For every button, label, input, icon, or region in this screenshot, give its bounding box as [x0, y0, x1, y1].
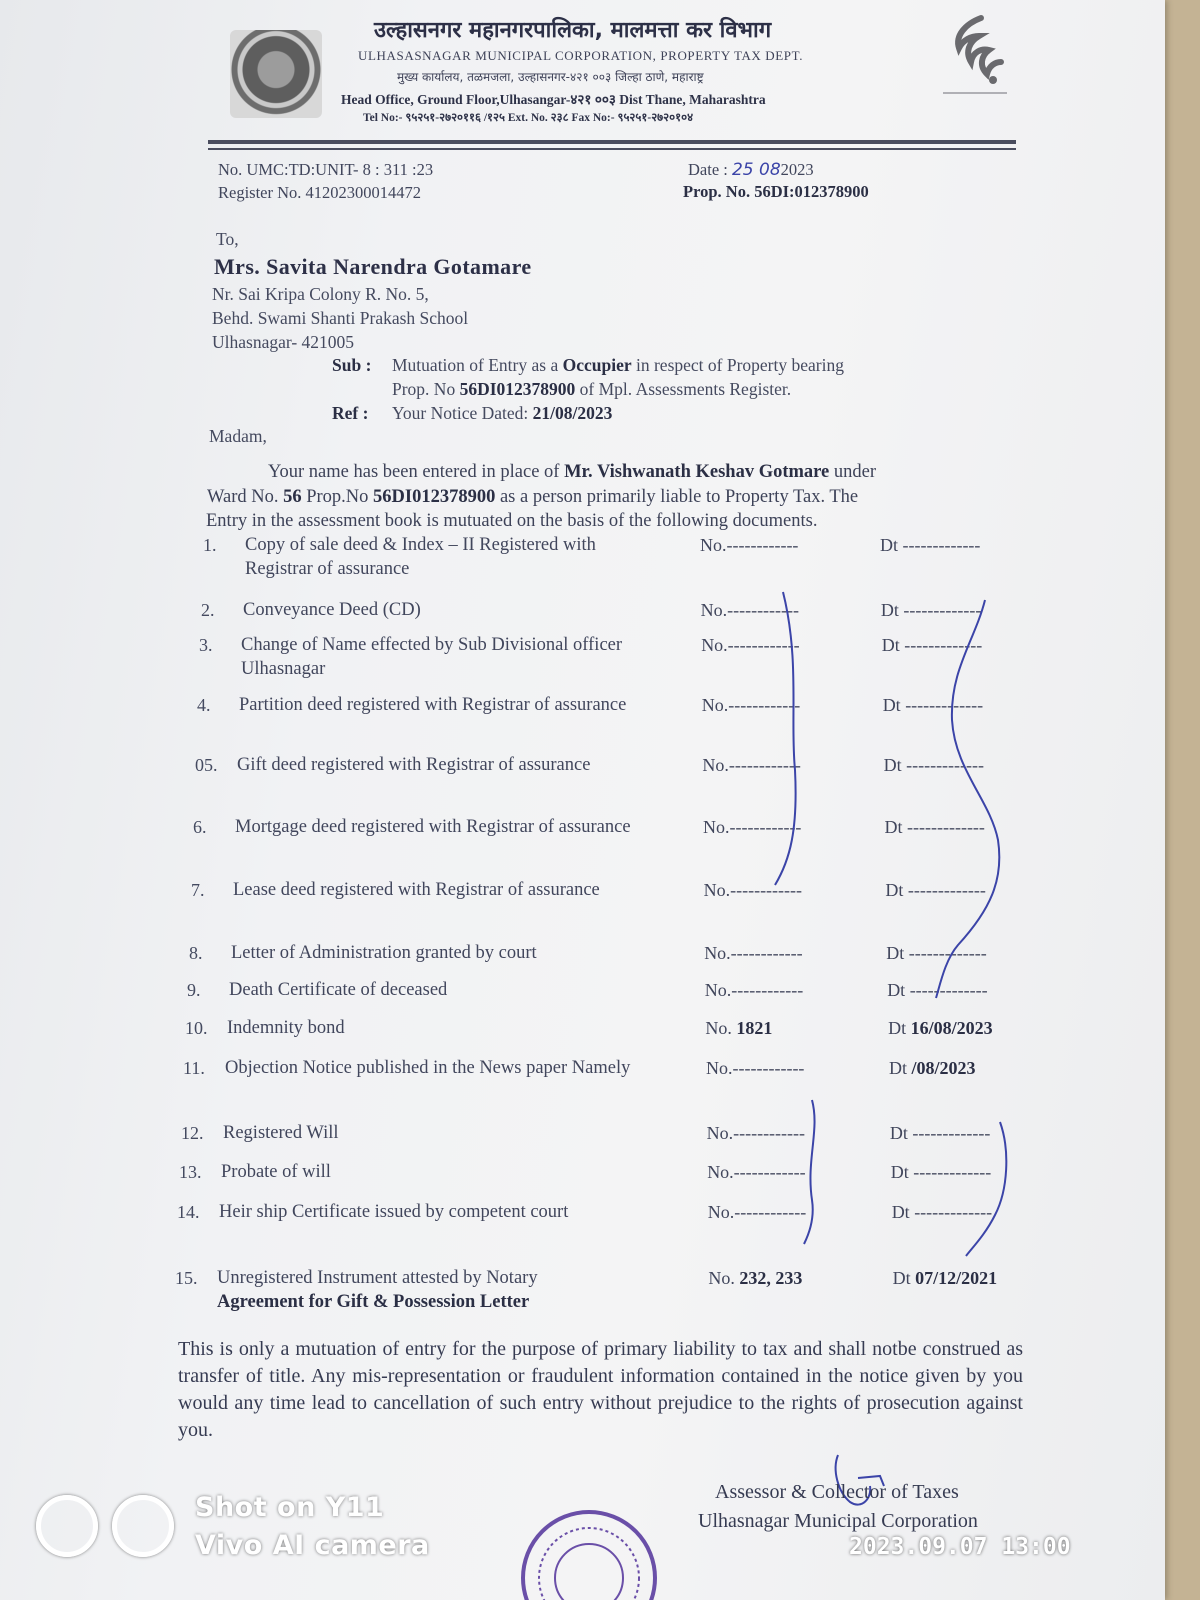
- document-row-number: 12.: [181, 1123, 204, 1143]
- document-row-number-field: No.------------: [707, 1162, 806, 1182]
- address-line-3: Ulhasnagar- 421005: [212, 332, 355, 352]
- document-row-date-field: Dt -------------: [887, 980, 988, 1000]
- header-address-marathi: मुख्य कार्यालय, तळमजला, उल्हासनगर-४२१ ००३ जिल्हा ठाणे, महाराष्ट्र: [397, 70, 704, 84]
- reference-label: Ref :: [332, 403, 369, 423]
- body-line-1: Your name has been entered in place of Mr. Vishwanath Keshav Gotmare under: [268, 462, 877, 482]
- document-row-date-field: Dt -------------: [881, 635, 983, 655]
- document-row-number-field: No.------------: [706, 1123, 806, 1143]
- reference-line: Your Notice Dated: 21/08/2023: [392, 403, 613, 423]
- document-row-number: 10.: [185, 1018, 208, 1038]
- document-row-date-field: Dt -------------: [884, 817, 985, 837]
- document-row-number: 6.: [193, 817, 207, 837]
- document-row-date-field: Dt -------------: [882, 695, 984, 715]
- document-row-number: 2.: [201, 600, 215, 620]
- document-row-number-field: No.------------: [703, 817, 802, 837]
- document-row-number: 15.: [175, 1268, 198, 1288]
- camera-watermark-line-1: Shot on Y11: [195, 1492, 385, 1523]
- document-row-date-field: Dt -------------: [880, 600, 982, 620]
- property-number: Prop. No. 56DI:012378900: [683, 182, 869, 201]
- header-rule: [208, 140, 1016, 144]
- tax-dept-logo-icon: [935, 10, 1015, 100]
- document-row-number: 05.: [195, 755, 218, 775]
- subject-line-1: Mutuation of Entry as a Occupier in respect of Property bearing: [392, 355, 844, 375]
- document-row-label: Objection Notice published in the News paper Namely: [225, 1058, 631, 1078]
- document-row-number-field: No.------------: [700, 600, 800, 620]
- document-row-date-field: Dt 16/08/2023: [888, 1018, 993, 1038]
- header-title-marathi: उल्हासनगर महानगरपालिका, मालमत्ता कर विभाग: [374, 18, 772, 43]
- document-row-number-field: No.------------: [706, 1058, 805, 1078]
- signature-organization: Ulhasnagar Municipal Corporation: [698, 1510, 978, 1532]
- to-label: To,: [216, 229, 239, 249]
- document-row-number-field: No.------------: [703, 880, 803, 900]
- subject-label: Sub :: [332, 355, 372, 375]
- document-row-date-field: Dt -------------: [889, 1123, 991, 1143]
- document-row-number-field: No.------------: [701, 635, 800, 655]
- notice-paragraph: This is only a mutuation of entry for the purpose of primary liability to tax and shall notbe construed as transfer of title. Any mis-representation or fraudulent information contained in the notice given by you would any time lead to cancellation of such entry without prejudice to the rights of prosecution against you.: [178, 1338, 1023, 1441]
- document-row-label: Copy of sale deed & Index – II Registered with Registrar of assurance: [245, 535, 596, 579]
- document-row-date-field: Dt -------------: [883, 755, 985, 775]
- document-row-date-field: Dt -------------: [891, 1202, 993, 1222]
- document-row-number: 9.: [187, 980, 201, 1000]
- document-row-number-field: No.------------: [700, 535, 799, 555]
- municipal-emblem-icon: [230, 30, 322, 118]
- document-row-number-field: No. 232, 233: [708, 1268, 803, 1288]
- subject-line-2: Prop. No 56DI012378900 of Mpl. Assessments Register.: [392, 379, 792, 399]
- date-line: [688, 160, 814, 180]
- document-row-label: Letter of Administration granted by court: [231, 943, 537, 963]
- document-row-label-bold: Agreement for Gift & Possession Letter: [217, 1292, 530, 1312]
- document-row-number-field: No.------------: [707, 1202, 807, 1222]
- document-row-number-field: No. 1821: [705, 1018, 773, 1038]
- document-row-date-field: Dt -------------: [885, 880, 986, 900]
- document-row-date-field: Dt 07/12/2021: [892, 1268, 998, 1288]
- document-row-number: 7.: [191, 880, 205, 900]
- document-row-date-field: Dt /08/2023: [889, 1058, 976, 1078]
- date-label: Date :: [688, 160, 728, 179]
- document-row-number-field: No.------------: [704, 980, 804, 1000]
- salutation: Madam,: [209, 426, 267, 446]
- document-row-label: Indemnity bond: [227, 1018, 345, 1038]
- document-row-label: Registered Will: [223, 1123, 339, 1143]
- date-handwritten: 25 08: [731, 160, 781, 180]
- address-line-2: Behd. Swami Shanti Prakash School: [212, 308, 469, 328]
- date-year: 2023: [780, 160, 814, 179]
- document-row-label: Unregistered Instrument attested by Notary Agreement for Gift & Possession Letter: [217, 1266, 637, 1314]
- document-row-date-field: Dt -------------: [880, 535, 981, 555]
- document-row-number: 4.: [197, 695, 211, 715]
- document-row-number: 13.: [179, 1162, 202, 1182]
- camera-lens-icon: [112, 1495, 174, 1557]
- document-row-label: Probate of will: [221, 1162, 331, 1182]
- recipient-name: Mrs. Savita Narendra Gotamare: [214, 254, 532, 279]
- signature-title: Assessor & Collector of Taxes: [715, 1481, 959, 1503]
- document-row-date-field: Dt -------------: [890, 1162, 992, 1182]
- document-row-number: 3.: [199, 635, 213, 655]
- document-row-label: Gift deed registered with Registrar of assurance: [237, 755, 591, 775]
- register-number: Register No. 41202300014472: [218, 183, 422, 202]
- document-row-number: 11.: [183, 1058, 205, 1078]
- document-row-label: Heir ship Certificate issued by competent court: [219, 1202, 569, 1222]
- document-row-number: 1.: [203, 535, 217, 555]
- document-row-date-field: Dt -------------: [886, 943, 987, 963]
- document-row-label: Death Certificate of deceased: [229, 980, 448, 1000]
- document-row-number-field: No.------------: [704, 943, 803, 963]
- document-row-number: 8.: [189, 943, 203, 963]
- document-row-label: Lease deed registered with Registrar of assurance: [233, 880, 600, 900]
- header-address-english: Head Office, Ground Floor,Ulhasangar-४२१ ००३ Dist Thane, Maharashtra: [341, 92, 766, 107]
- reference-number: No. UMC:TD:UNIT- 8 : 311 :23: [218, 160, 434, 179]
- header-rule-thin: [208, 148, 1016, 150]
- header-title-english: ULHASASNAGAR MUNICIPAL CORPORATION, PROPERTY TAX DEPT.: [358, 48, 804, 63]
- document-row-label: Change of Name effected by Sub Divisional officer Ulhasnagar: [241, 635, 623, 679]
- document-row-label: Conveyance Deed (CD): [243, 600, 421, 620]
- official-stamp-icon: [518, 1500, 660, 1600]
- body-line-2: Ward No. 56 Prop.No 56DI012378900 as a person primarily liable to Property Tax. The: [207, 487, 859, 507]
- header-contact: Tel No:- ९५२५१-२७२०११६ /१२५ Ext. No. २३८ Fax No:- ९५२५१-२७२०१०४: [363, 112, 694, 124]
- document-row-number: 14.: [177, 1202, 200, 1222]
- document-row-number-field: No.------------: [701, 695, 801, 715]
- camera-watermark-line-2: Vivo AI camera: [195, 1530, 430, 1561]
- document-row-label: Partition deed registered with Registrar of assurance: [239, 695, 627, 715]
- document-row-number-field: No.------------: [702, 755, 801, 775]
- body-line-3: Entry in the assessment book is mutuated on the basis of the following documents.: [206, 511, 818, 531]
- document-row-label: Mortgage deed registered with Registrar of assurance: [235, 817, 631, 837]
- address-line-1: Nr. Sai Kripa Colony R. No. 5,: [212, 284, 429, 304]
- camera-shutter-icon: [36, 1495, 98, 1557]
- camera-timestamp: 2023.09.07 13:00: [849, 1534, 1071, 1560]
